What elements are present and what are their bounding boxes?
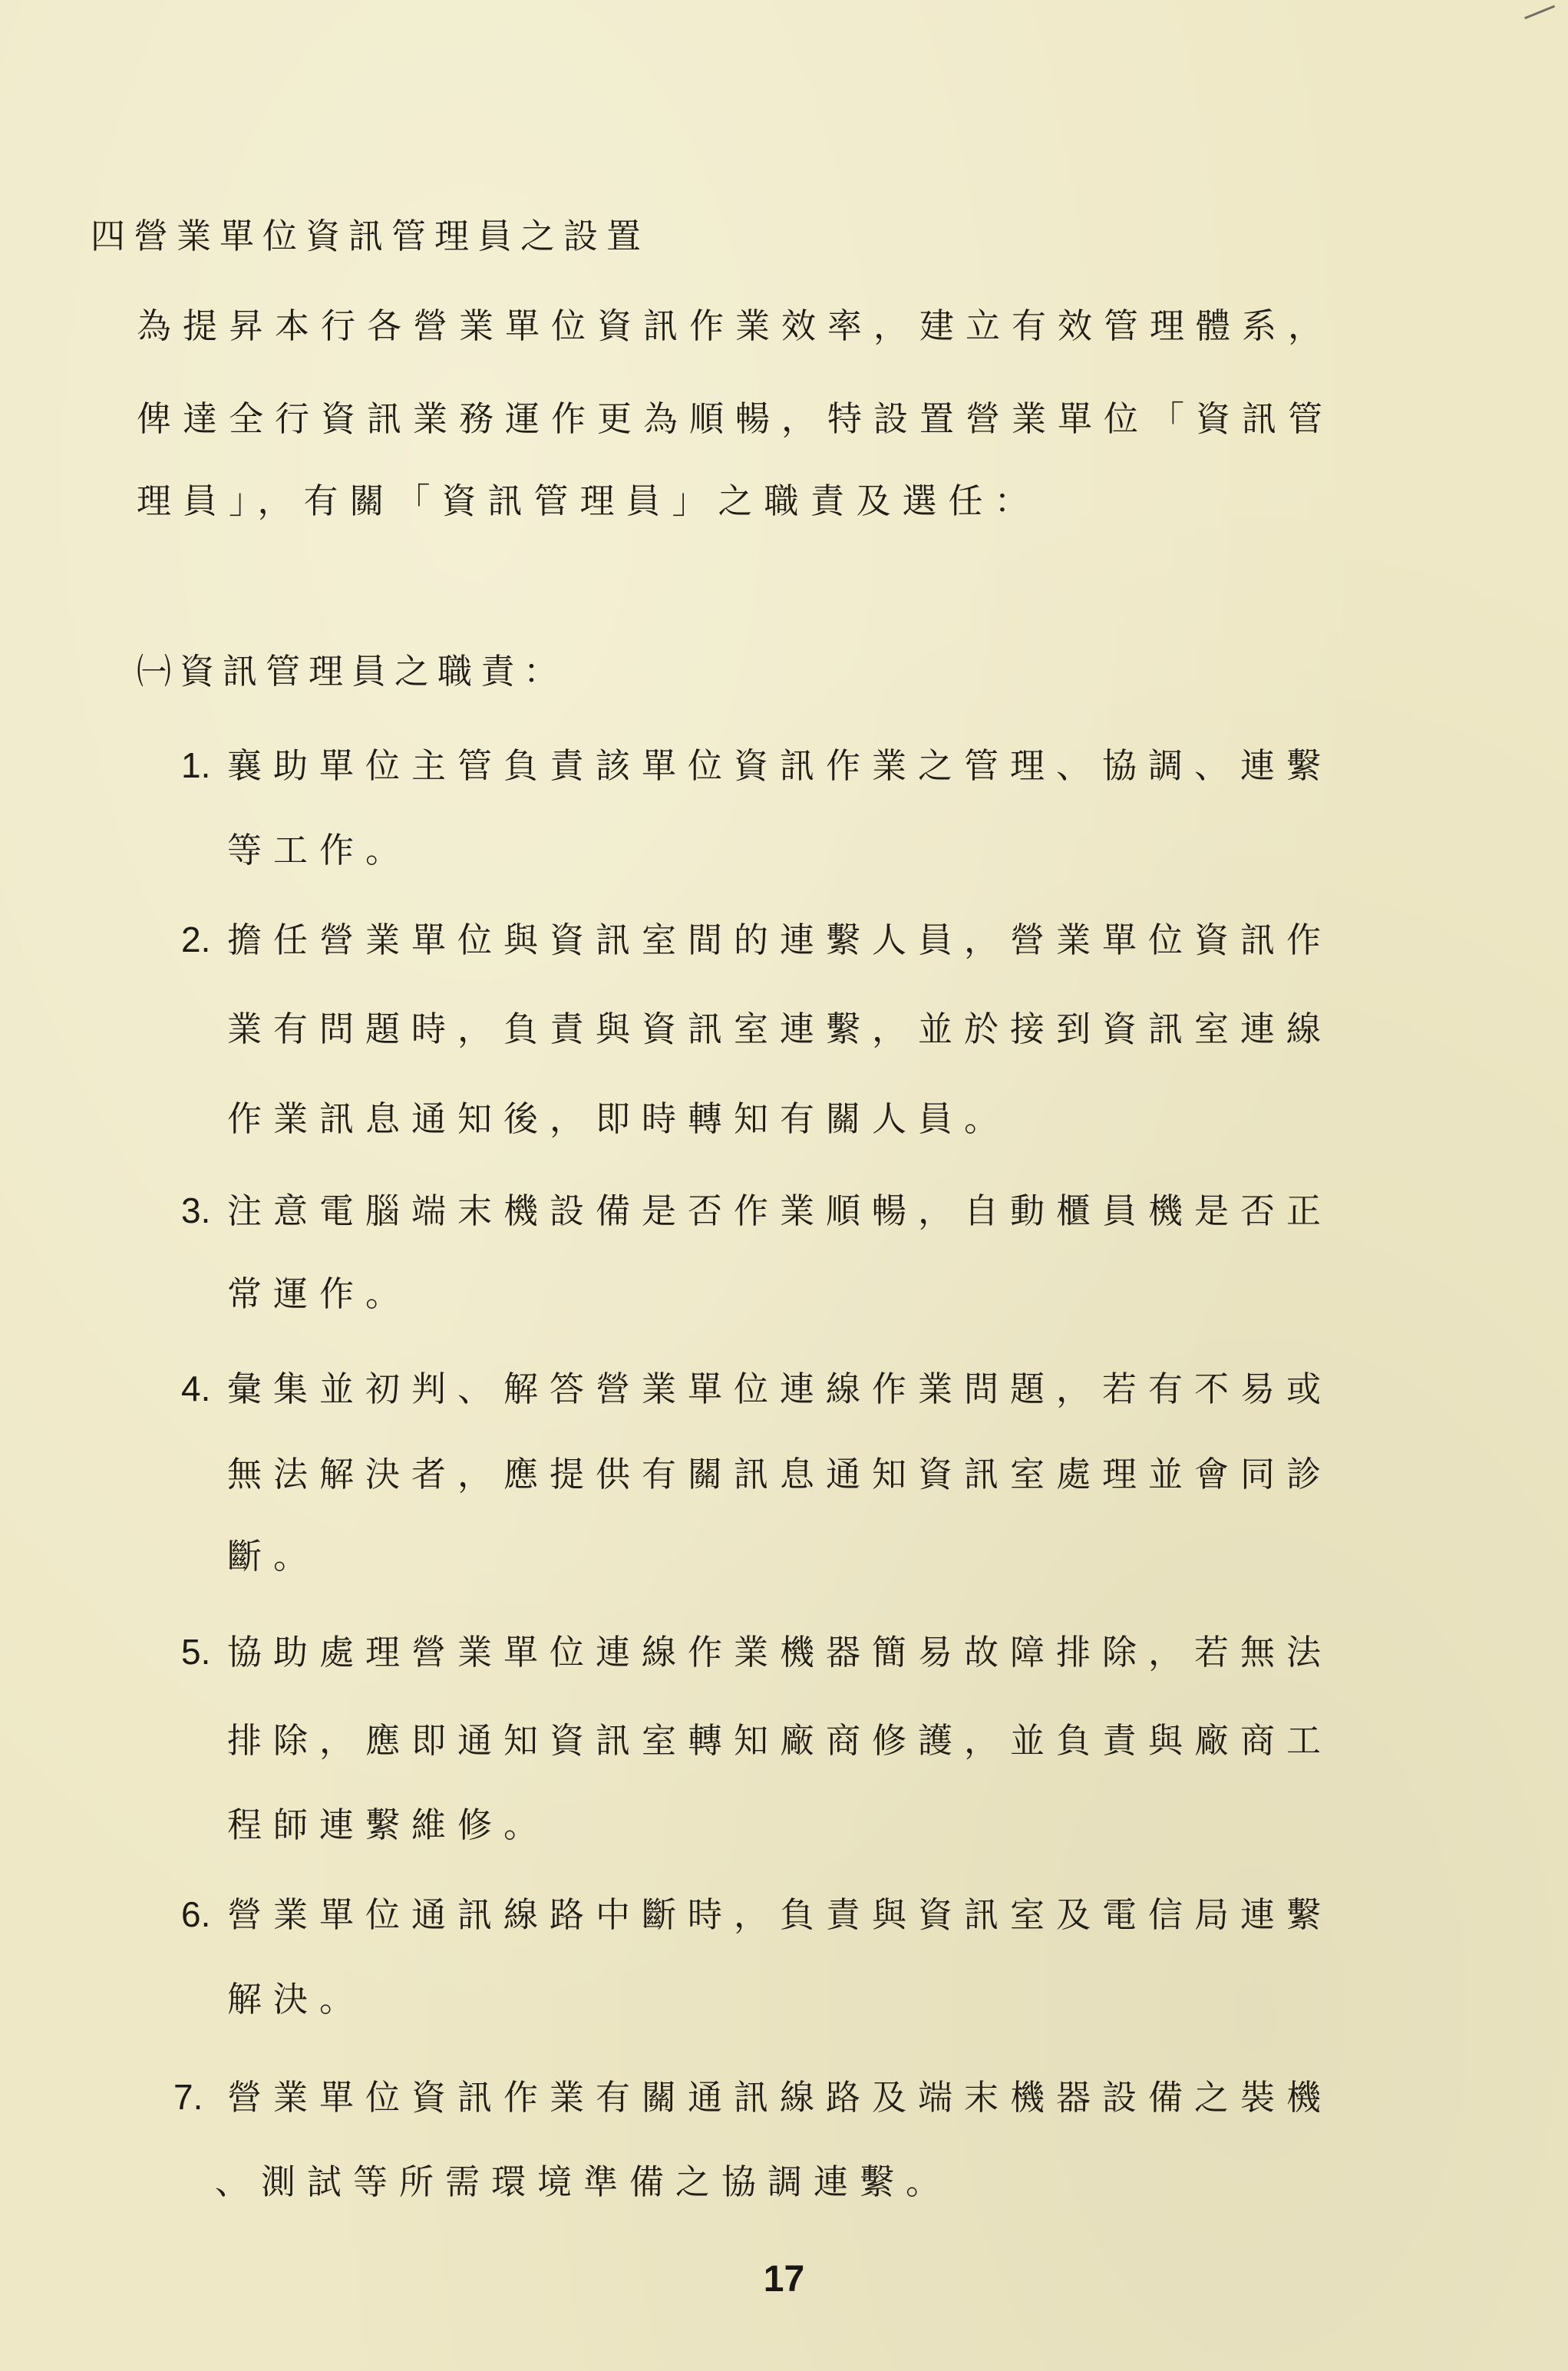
- item-text-line: 業有問題時，負責與資訊室連繫，並於接到資訊室連線: [227, 1009, 1333, 1049]
- item-text-line: 無法解決者，應提供有關訊息通知資訊室處理並會同診: [227, 1454, 1333, 1494]
- intro-line-2: 俾達全行資訊業務運作更為順暢，特設置營業單位「資訊管: [137, 398, 1335, 439]
- item-text-line: 彙集並初判、解答營業單位連線作業問題，若有不易或: [227, 1369, 1333, 1409]
- item-text-line: 襄助單位主管負責該單位資訊作業之管理、協調、連繫: [227, 745, 1333, 786]
- subsection-heading: ㈠資訊管理員之職責：: [137, 651, 567, 692]
- intro-line-1: 為提昇本行各營業單位資訊作業效率，建立有效管理體系，: [137, 305, 1335, 346]
- section-heading: 四營業單位資訊管理員之設置: [91, 216, 650, 256]
- item-number: 3.: [181, 1190, 211, 1230]
- item-text-line: 斷。: [227, 1536, 320, 1577]
- item-text-line: 營業單位通訊線路中斷時，負責與資訊室及電信局連繫: [227, 1894, 1333, 1935]
- item-text-line: 解決。: [227, 1979, 366, 2019]
- item-number: 6.: [181, 1894, 211, 1934]
- item-number: 1.: [181, 745, 211, 785]
- item-text-line: 注意電腦端末機設備是否作業順暢，自動櫃員機是否正: [227, 1190, 1333, 1231]
- item-text-line: 作業訊息通知後，即時轉知有關人員。: [227, 1098, 1011, 1139]
- item-number: 5.: [181, 1632, 211, 1672]
- page-number: 17: [763, 2259, 805, 2300]
- item-number: 2.: [181, 920, 211, 959]
- item-text-line: 排除，應即通知資訊室轉知廠商修護，並負責與廠商工: [227, 1720, 1333, 1761]
- scan-mark: [1524, 5, 1558, 27]
- item-text-line: 擔任營業單位與資訊室間的連繫人員，營業單位資訊作: [227, 920, 1333, 960]
- item-text-line: 等工作。: [227, 830, 412, 870]
- item-text-line: 協助處理營業單位連線作業機器簡易故障排除，若無法: [227, 1632, 1333, 1673]
- item-text-line: 營業單位資訊作業有關通訊線路及端末機器設備之裝機: [227, 2077, 1333, 2118]
- intro-line-3: 理員」，有關「資訊管理員」之職責及選任：: [137, 480, 1041, 521]
- item-text-line: 常運作。: [227, 1273, 412, 1314]
- item-number: 7.: [173, 2077, 203, 2117]
- item-text-line: 、測試等所需環境準備之協調連繫。: [215, 2161, 952, 2202]
- item-number: 4.: [181, 1369, 211, 1408]
- item-text-line: 程師連繫維修。: [227, 1805, 550, 1845]
